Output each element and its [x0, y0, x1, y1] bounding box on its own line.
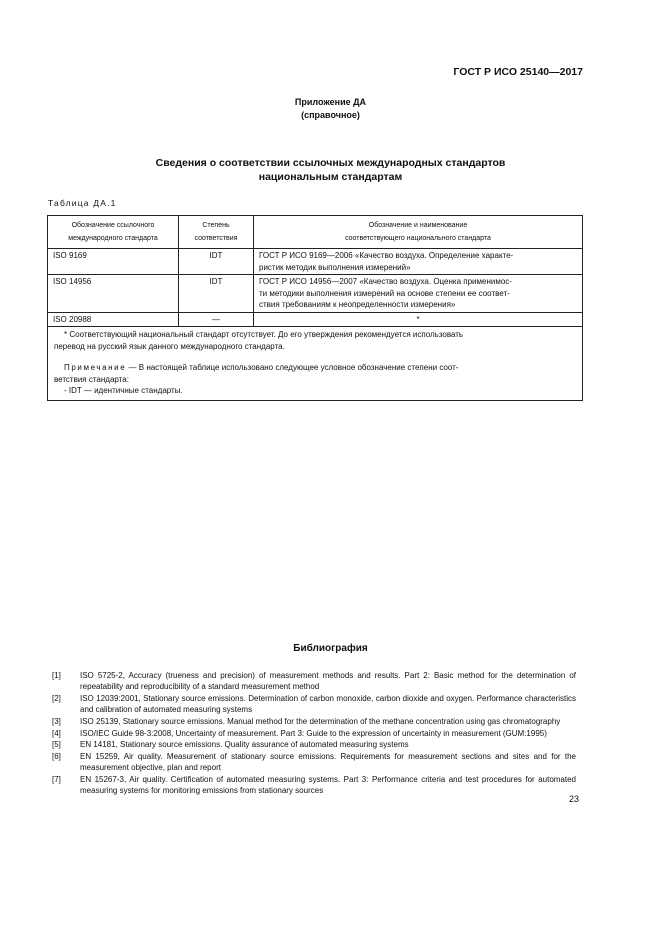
cell-national [254, 275, 583, 313]
cell-national [254, 249, 583, 275]
standard-number: ГОСТ Р ИСО 25140—2017 [453, 66, 583, 78]
bibliography-number: [7] [52, 774, 61, 784]
bibliography-item [52, 751, 576, 773]
table-row [48, 275, 583, 313]
bibliography-item [52, 739, 576, 750]
bibliography-number: [4] [52, 728, 61, 738]
annex-status: (справочное) [301, 110, 360, 120]
cell-reference: ISO 20988 [48, 312, 179, 327]
table-notes [48, 327, 583, 401]
bibliography-item [52, 728, 576, 739]
bibliography-item [52, 670, 576, 692]
cell-degree: — [179, 312, 254, 327]
annex-title-line: национальным стандартам [258, 171, 403, 183]
cell-text: ти методики выполнения измерений на основе степени ее соответ- [259, 288, 510, 298]
cell-degree: IDT [179, 249, 254, 275]
bibliography-text: ISO 12039:2001, Stationary source emissions. Determination of carbon monoxide, carbon dioxide and oxygen. Performance characteristics and calibration of automated measuring systems [80, 693, 576, 715]
bibliography-text: ISO/IEC Guide 98-3:2008, Uncertainty of measurement. Part 3: Guide to the expression of uncertainty in measurement (GUM:1995) [80, 728, 547, 738]
header-text: Степень [202, 222, 230, 229]
footnote-line: перевод на русский язык данного международного стандарта. [54, 341, 285, 351]
bibliography-text: EN 14181, Stationary source emissions. Quality assurance of automated measuring systems [80, 740, 409, 750]
cell-degree: IDT [179, 275, 254, 313]
bibliography-text: EN 15259, Air quality. Measurement of stationary source emissions. Requirements for measurement sections and sites and for the measurement objective, plan and report [80, 751, 576, 773]
bibliography-number: [2] [52, 693, 61, 703]
header-text: международного стандарта [68, 235, 158, 242]
bibliography-list [52, 670, 576, 797]
cell-text: ГОСТ Р ИСО 14956—2007 «Качество воздуха. Оценка применимос- [259, 277, 512, 286]
note-line [54, 362, 576, 374]
table-header-row [48, 216, 583, 249]
header-text: соответствующего национального стандарта [345, 235, 491, 242]
correspondence-table [47, 215, 583, 401]
table-row [48, 249, 583, 275]
cell-text: ГОСТ Р ИСО 9169—2006 «Качество воздуха. Определение характе- [259, 251, 514, 260]
note-line: ветствия стандарта: [54, 374, 129, 384]
bibliography-text: ISO 5725-2, Accuracy (trueness and precision) of measurement methods and results. Part 2: Basic method for the determination of repeatability and reproducibility of a standard measurement method [80, 671, 576, 692]
cell-national: * [254, 312, 583, 327]
table-notes-row [48, 327, 583, 401]
footnote-line: * Соответствующий национальный стандарт отсутствует. До его утверждения рекомендуется использовать [64, 330, 464, 339]
bibliography-title: Библиография [293, 643, 368, 654]
table-caption: Таблица ДА.1 [48, 198, 117, 208]
table-row [48, 312, 583, 327]
bibliography-number: [1] [52, 671, 61, 680]
bibliography-item [52, 693, 576, 715]
bibliography-text: EN 15267-3, Air quality. Certification of automated measuring systems. Part 3: Performance criteria and test procedures for automated measuring systems for monitoring emissions from stationary sources [80, 774, 576, 796]
header-cell-reference [48, 216, 179, 249]
cell-text: ствия требованиям к неопределенности измерения» [259, 300, 456, 309]
bibliography-item [52, 716, 576, 727]
cell-reference: ISO 9169 [48, 249, 179, 275]
header-text: соответствия [194, 235, 238, 242]
header-cell-degree [179, 216, 254, 249]
annex-heading [0, 96, 661, 122]
bibliography-text: ISO 25139, Stationary source emissions. Manual method for the determination of the methane concentration using gas chromatography [80, 716, 561, 726]
bibliography-item [52, 774, 576, 796]
page-number: 23 [568, 794, 579, 804]
note-label: Примечание [64, 363, 127, 372]
header-cell-national [254, 216, 583, 249]
bibliography-number: [6] [52, 751, 61, 761]
bibliography-number: [5] [52, 740, 61, 750]
annex-label: Приложение ДА [294, 97, 367, 107]
header-text: Обозначение и наименование [368, 222, 468, 229]
cell-text: ристик методик выполнения измерений» [259, 262, 411, 272]
header-text: Обозначение ссылочного [71, 222, 155, 229]
annex-title-line: Сведения о соответствии ссылочных международных стандартов [155, 157, 506, 169]
note-text: — В настоящей таблице использовано следующее условное обозначение степени соот- [126, 363, 459, 372]
bibliography-number: [3] [52, 716, 61, 726]
cell-reference: ISO 14956 [48, 275, 179, 313]
annex-title [0, 156, 661, 184]
note-line: - IDT — идентичные стандарты. [64, 386, 183, 395]
